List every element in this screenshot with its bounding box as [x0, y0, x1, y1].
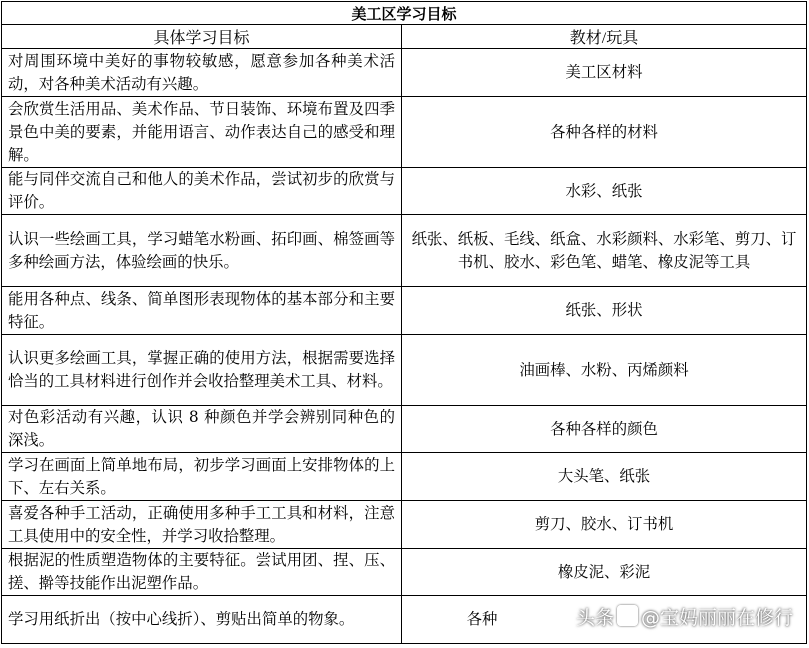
learning-goals-table [1, 1, 807, 644]
table-row [2, 49, 807, 97]
material-cell: 油画棒、水粉、丙烯颜料 [402, 335, 807, 406]
goal-cell: 喜爱各种手工活动，正确使用多种手工工具和材料，注意工具使用中的安全性，并学习收拾整理。 [2, 501, 402, 549]
watermark-source: 头条 [575, 607, 614, 629]
goal-cell: 能用各种点、线条、简单图形表现物体的基本部分和主要特征。 [2, 287, 402, 335]
goal-cell: 对周围环境中美好的事物较敏感，愿意参加各种美术活动，对各种美术活动有兴趣。 [2, 49, 402, 97]
table-row [2, 287, 807, 335]
material-cell: 各种 [402, 596, 807, 644]
material-cell: 纸张、纸板、毛线、纸盒、水彩颜料、水彩笔、剪刀、订书机、胶水、彩色笔、蜡笔、橡皮泥等工具 [402, 215, 807, 287]
table-row [2, 549, 807, 596]
goal-cell: 认识一些绘画工具，学习蜡笔水粉画、拓印画、棉签画等多种绘画方法，体验绘画的快乐。 [2, 215, 402, 287]
material-cell: 大头笔、纸张 [402, 453, 807, 501]
table-row [2, 453, 807, 501]
material-cell: 各种各样的材料 [402, 97, 807, 168]
table-row [2, 501, 807, 549]
goal-cell: 学习在画面上简单地布局，初步学习画面上安排物体的上下、左右关系。 [2, 453, 402, 501]
camera-icon [617, 605, 638, 626]
header-goals: 具体学习目标 [2, 25, 402, 49]
header-row [2, 25, 807, 49]
goal-cell: 根据泥的性质塑造物体的主要特征。尝试用团、捏、压、搓、擀等技能作出泥塑作品。 [2, 549, 402, 596]
table-row [2, 168, 807, 215]
material-cell: 各种各样的颜色 [402, 406, 807, 453]
table-row [2, 335, 807, 406]
header-materials: 教材/玩具 [402, 25, 807, 49]
material-cell: 纸张、形状 [402, 287, 807, 335]
table-title: 美工区学习目标 [2, 2, 807, 25]
table-row [2, 97, 807, 168]
title-row [2, 2, 807, 25]
goal-cell: 对色彩活动有兴趣，认识 8 种颜色并学会辨别同种色的深浅。 [2, 406, 402, 453]
material-cell: 美工区材料 [402, 49, 807, 97]
goal-cell: 学习用纸折出（按中心线折）、剪贴出简单的物象。 [2, 596, 402, 644]
material-cell: 剪刀、胶水、订书机 [402, 501, 807, 549]
goal-cell: 会欣赏生活用品、美术作品、节日装饰、环境布置及四季景色中美的要素，并能用语言、动作表达自己的感受和理解。 [2, 97, 402, 168]
goal-cell: 能与同伴交流自己和他人的美术作品，尝试初步的欣赏与评价。 [2, 168, 402, 215]
goal-cell: 认识更多绘画工具，掌握正确的使用方法，根据需要选择恰当的工具材料进行创作并会收拾整理美术工具、材料。 [2, 335, 402, 406]
table-row [2, 406, 807, 453]
watermark-author: @宝妈丽丽在修行 [640, 607, 793, 629]
material-cell: 水彩、纸张 [402, 168, 807, 215]
watermark [576, 603, 793, 630]
table-row [2, 215, 807, 287]
material-cell: 橡皮泥、彩泥 [402, 549, 807, 596]
